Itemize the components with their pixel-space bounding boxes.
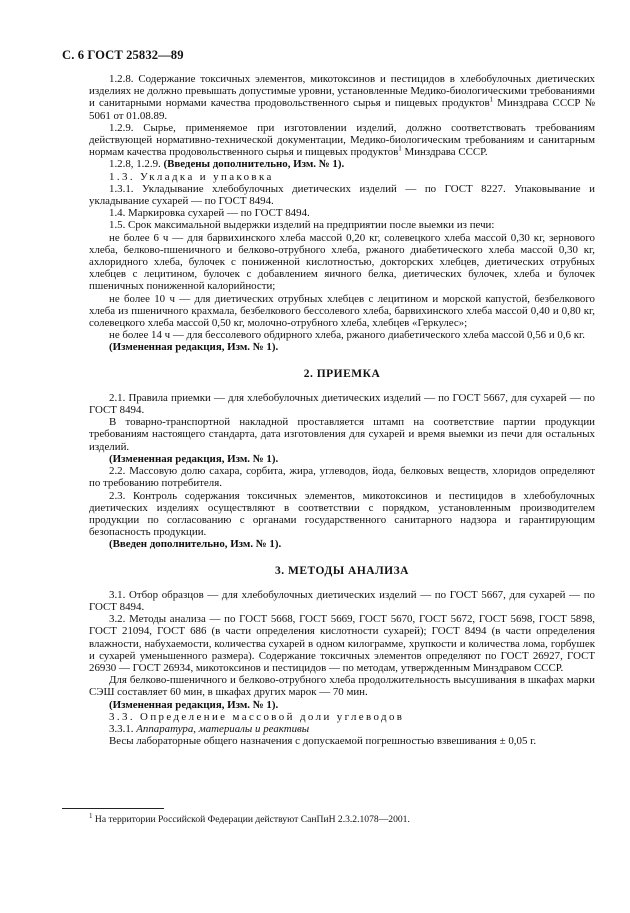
para-3-2: 3.2. Методы анализа — по ГОСТ 5668, ГОСТ 5669, ГОСТ 5670, ГОСТ 5672, ГОСТ 5698, ГОСТ 5898, ГОСТ 21094, ГОСТ 686 (в части определения кислотности сухарей); ГОСТ 8494 (в части определения влажности, набухаемости, количества сухарей в одном килограмме, хрупкости и количества лома, горбушек и сухарей уменьшенного размера). Содержание токсичных элементов определяют по ГОСТ 26927, ГОСТ 26930 — ГОСТ 26934, микотоксинов и пестицидов — по методам, утвержденным Минздравом СССР.	[89, 613, 595, 674]
page-header: С. 6 ГОСТ 25832—89	[62, 48, 184, 62]
note-revised-3: (Измененная редакция, Изм. № 1).	[109, 698, 279, 711]
footnote-ref: 1	[398, 144, 402, 153]
footnote-divider	[62, 808, 164, 809]
para-1-5-c: не более 14 ч — для бессолевого обдирного хлеба, ржаного диабетического хлеба массой 0,56 и 0,6 кг.	[109, 329, 585, 342]
para-2-2: 2.2. Массовую долю сахара, сорбита, жира, углеводов, йода, белковых веществ, хлоридов определяют по требованию потребителя.	[89, 465, 595, 490]
note-1-2-8-1-2-9: 1.2.8, 1.2.9. (Введены дополнительно, Изм. № 1).	[109, 158, 345, 171]
para-2-1-b: В товарно-транспортной накладной проставляется штамп на соответствие партии продукции требованиям настоящего стандарта, дата изготовления для сухарей и время выемки из печи для остальных изделий.	[89, 416, 595, 453]
para-1-5-a: не более 6 ч — для барвихинского хлеба массой 0,20 кг, солевецкого хлеба массой 0,30 кг, зернового хлеба, белково-пшеничного и белково-отрубного хлеба, ржаного диабетического хлеба массой 0,30 кг, ахлоридного хлеба, булочек с пониженной кислотностью, докторских хлебцев, диетических отрубных хлебцев с лецитином, булочек с добавлением яичного белка, диетических булочек, хлеба и булочек пшеничных пониженной калорийности;	[89, 231, 595, 293]
footnote: $^1$ На территории Российской Федерации действуют СанПиН 2.3.2.1078—2001.	[89, 811, 410, 825]
para-1-3-1: 1.3.1. Укладывание хлебобулочных диетических изделий — по ГОСТ 8227. Упаковывание и укладывание сухарей — по ГОСТ 8494.	[89, 182, 595, 208]
para-3-2-b: Для белково-пшеничного и белково-отрубного хлеба продолжительность высушивания в шкафах марки СЭШ составляет 60 мин, в шкафах других марок — 70 мин.	[89, 674, 595, 699]
section-2-title: 2. ПРИЕМКА	[303, 367, 381, 380]
note-revised: (Измененная редакция, Изм. № 1).	[109, 341, 279, 354]
para-1-4: 1.4. Маркировка сухарей — по ГОСТ 8494.	[109, 207, 310, 220]
para-1-5-b: не более 10 ч — для диетических отрубных хлебцев с лецитином и морской капустой, безбелкового хлеба из пшеничного крахмала, безбелкового бессолевого хлеба, барвихинского хлеба массой 0,40 и 0,80 кг, солевецкого хлеба массой 0,50 кг, молочно-отрубного хлеба, хлебцев «Геркулес»;	[89, 292, 595, 330]
para-1-2-9: 1.2.9. Сырье, применяемое при изготовлении изделий, должно соответствовать требованиям действующей нормативно-технической документации, Медико-биологическим требованиям и санитарным нормам качества продовольственного сырья и пищевых продуктов$^1$ Минздрава СССР.	[89, 121, 595, 159]
note-introduced-2: (Введен дополнительно, Изм. № 1).	[109, 538, 282, 551]
note-revised-2: (Измененная редакция, Изм. № 1).	[109, 452, 279, 465]
heading-1-3: 1.3. Укладка и упаковка	[109, 170, 274, 183]
para-1-5: 1.5. Срок максимальной выдержки изделий на предприятии после выемки из печи:	[109, 219, 495, 232]
footnote-ref: 1	[489, 95, 494, 104]
section-3-title: 3. МЕТОДЫ АНАЛИЗА	[275, 564, 409, 577]
para-2-3: 2.3. Контроль содержания токсичных элементов, микотоксинов и пестицидов в хлебобулочных диетических изделиях осуществляют в соответствии с порядком, установленным производителем продукции по согласованию с органами государственного санитарного надзора и гарантирующим безопасность продукции.	[89, 489, 595, 539]
heading-3-3-1: 3.3.1. Аппаратура, материалы и реактивы	[109, 722, 310, 735]
para-2-1: 2.1. Правила приемки — для хлебобулочных диетических изделий — по ГОСТ 5667, для сухарей — по ГОСТ 8494.	[89, 391, 595, 417]
heading-3-3: 3.3. Определение массовой доли углеводов	[109, 710, 405, 723]
para-3-3-1: Весы лабораторные общего назначения с допускаемой погрешностью взвешивания ± 0,05 г.	[109, 735, 537, 748]
para-1-2-8: 1.2.8. Содержание токсичных элементов, микотоксинов и пестицидов в хлебобулочных диетических изделиях не должно превышать допустимые уровни, установленные Медико-биологическими требованиями и санитарными нормами качества продовольственного сырья и пищевых продуктов$^1$ Минздрава СССР № 5061 от 01.08.89.	[89, 73, 595, 122]
para-3-1: 3.1. Отбор образцов — для хлебобулочных диетических изделий — по ГОСТ 5667, для сухарей — по ГОСТ 8494.	[89, 588, 595, 613]
document-body	[89, 73, 595, 747]
